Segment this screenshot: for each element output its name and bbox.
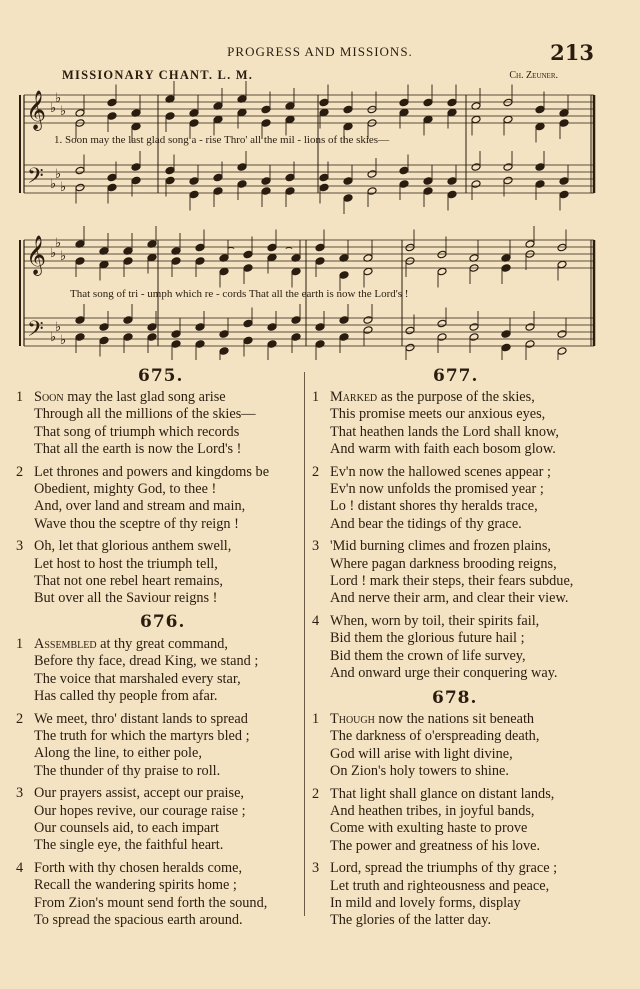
- hymn-675-text: [16, 389, 269, 608]
- note-head: [399, 98, 409, 107]
- verse-line: God will arise with light divine,: [330, 745, 513, 762]
- lyric-line-1: 1. Soon may the last glad song a - rise Thro' all the mil - lions of the skies—: [54, 134, 390, 146]
- flat-icon: ♭: [55, 236, 62, 251]
- verse-line: 2 Ev'n now the hallowed scenes appear ;: [312, 463, 551, 480]
- verse-line: Recall the wandering spirits home ;: [34, 877, 237, 894]
- note-head: [471, 115, 481, 124]
- tune-name: MISSIONARY CHANT. L. M.: [62, 68, 254, 82]
- verse-line: And onward urge their conquering way.: [330, 665, 558, 682]
- hymn-678-text: [312, 711, 557, 930]
- page-number: 213: [550, 40, 594, 65]
- note-head: [503, 98, 513, 107]
- note-head: [535, 122, 545, 131]
- note-head: [261, 187, 271, 196]
- note-head: [75, 333, 85, 342]
- flat-icon: ♭: [50, 330, 57, 345]
- note-head: [291, 333, 301, 342]
- note-head: [315, 257, 325, 266]
- verse-line: Bid them the glorious future hail ;: [330, 630, 525, 647]
- note-head: [437, 250, 447, 259]
- note-head: [195, 243, 205, 252]
- note-head: [525, 323, 535, 332]
- verse-line: Come with exulting haste to prove: [330, 820, 528, 837]
- note-head: [267, 323, 277, 332]
- verse-line: That not one rebel heart remains,: [34, 573, 223, 590]
- note-head: [243, 319, 253, 328]
- verse-line: Has called thy people from afar.: [34, 688, 218, 705]
- verse-line: The darkness of o'erspreading death,: [330, 728, 540, 745]
- note-head: [243, 250, 253, 259]
- note-head: [291, 267, 301, 276]
- note-head: [123, 316, 133, 325]
- verse-number: 4: [16, 859, 24, 876]
- verse-line: That all the earth is now the Lord's !: [34, 441, 242, 458]
- verse-line: 3 'Mid burning climes and frozen plains,: [312, 538, 551, 555]
- note-head: [367, 187, 377, 196]
- verse-number: 4: [312, 612, 320, 629]
- note-head: [123, 333, 133, 342]
- flat-icon: ♭: [60, 333, 67, 348]
- verse-line: 1 Assembled at thy great command,: [16, 636, 228, 652]
- verse-number: 3: [312, 538, 320, 555]
- note-head: [171, 330, 181, 339]
- verse-line: Obedient, mighty God, to thee !: [34, 481, 217, 498]
- note-head: [285, 115, 295, 124]
- note-head: [99, 336, 109, 345]
- note-head: [243, 336, 253, 345]
- composer: Ch. Zeuner.: [509, 70, 558, 81]
- verse-line: 3 Our prayers assist, accept our praise,: [16, 785, 245, 802]
- note-head: [423, 115, 433, 124]
- treble-clef-icon: 𝄞: [26, 235, 47, 275]
- note-head: [285, 173, 295, 182]
- note-head: [189, 177, 199, 186]
- verse-line: 1 Marked as the purpose of the skies,: [312, 389, 535, 405]
- treble-clef-icon: 𝄞: [26, 90, 47, 130]
- note-head: [423, 187, 433, 196]
- note-head: [267, 243, 277, 252]
- flat-icon: ♭: [55, 91, 62, 106]
- running-header: PROGRESS AND MISSIONS.: [227, 44, 413, 59]
- note-head: [503, 163, 513, 172]
- verse-line: Let host to host the triumph tell,: [34, 555, 218, 572]
- note-head: [557, 330, 567, 339]
- note-head: [343, 194, 353, 203]
- note-head: [447, 98, 457, 107]
- note-head: [339, 316, 349, 325]
- note-head: [237, 108, 247, 117]
- verse-line: That song of triumph which records: [34, 423, 240, 440]
- note-head: [291, 316, 301, 325]
- verse-line: Lord ! mark their steps, their fears subdue,: [330, 573, 574, 590]
- note-head: [219, 267, 229, 276]
- note-head: [285, 187, 295, 196]
- verse-line: The voice that marshaled every star,: [34, 670, 241, 687]
- note-head: [171, 257, 181, 266]
- verse-line: Our hopes revive, our courage raise ;: [34, 802, 246, 819]
- note-head: [399, 166, 409, 175]
- note-head: [447, 177, 457, 186]
- verse-number: 1: [312, 711, 320, 727]
- note-head: [75, 166, 85, 175]
- note-head: [75, 257, 85, 266]
- note-head: [165, 166, 175, 175]
- note-head: [557, 347, 567, 356]
- note-head: [195, 340, 205, 349]
- note-head: [261, 119, 271, 128]
- note-head: [559, 190, 569, 199]
- flat-icon: ♭: [50, 101, 57, 116]
- note-head: [501, 330, 511, 339]
- flat-icon: ♭: [60, 249, 67, 264]
- verse-line: And heathen tribes, in joyful bands,: [330, 803, 535, 820]
- verse-number: 2: [312, 785, 320, 802]
- verse-number: 1: [16, 636, 24, 652]
- verse-line: In mild and lovely forms, display: [330, 895, 521, 912]
- note-head: [237, 163, 247, 172]
- note-head: [437, 267, 447, 276]
- bass-clef-icon: 𝄢: [27, 164, 44, 194]
- verse-number: 1: [16, 389, 24, 405]
- note-head: [189, 119, 199, 128]
- note-head: [405, 343, 415, 352]
- note-head: [107, 173, 117, 182]
- note-head: [535, 163, 545, 172]
- flat-icon: ♭: [55, 167, 62, 182]
- note-head: [437, 319, 447, 328]
- verse-line: The truth for which the martyrs bled ;: [34, 728, 250, 745]
- note-head: [261, 105, 271, 114]
- note-head: [315, 243, 325, 252]
- verse-line: And warm with faith each bosom glow.: [330, 441, 556, 458]
- note-head: [557, 260, 567, 269]
- flat-icon: ♭: [50, 246, 57, 261]
- note-head: [107, 112, 117, 121]
- verse-line: 1 Soon may the last glad song arise: [16, 389, 226, 405]
- note-head: [315, 340, 325, 349]
- note-head: [147, 333, 157, 342]
- verse-line: On Zion's holy towers to shine.: [330, 763, 509, 780]
- verse-line: 3 Oh, let that glorious anthem swell,: [16, 538, 232, 555]
- note-head: [195, 323, 205, 332]
- note-head: [267, 340, 277, 349]
- fermata-icon: ⌢: [227, 240, 235, 254]
- music-score: [0, 0, 640, 360]
- note-head: [99, 260, 109, 269]
- verse-line: This promise meets our anxious eyes,: [330, 406, 546, 423]
- note-head: [363, 316, 373, 325]
- hymn-number-677: 677.: [433, 366, 479, 386]
- bass-clef-icon: 𝄢: [27, 317, 44, 347]
- note-head: [267, 253, 277, 262]
- note-head: [469, 323, 479, 332]
- flat-icon: ♭: [55, 320, 62, 335]
- note-head: [471, 180, 481, 189]
- hymn-number-675: 675.: [138, 366, 184, 386]
- verse-line: Ev'n now unfolds the promised year ;: [330, 481, 544, 498]
- note-head: [171, 340, 181, 349]
- fermata-icon: ⌢: [285, 240, 293, 254]
- note-head: [131, 122, 141, 131]
- note-head: [339, 271, 349, 280]
- note-head: [559, 119, 569, 128]
- flat-icon: ♭: [60, 104, 67, 119]
- note-head: [503, 176, 513, 185]
- note-head: [319, 108, 329, 117]
- note-head: [339, 333, 349, 342]
- note-head: [405, 243, 415, 252]
- flat-icon: ♭: [50, 177, 57, 192]
- note-head: [363, 326, 373, 335]
- verse-number: 1: [312, 389, 320, 405]
- verse-line: Before thy face, dread King, we stand ;: [34, 653, 259, 670]
- note-head: [559, 177, 569, 186]
- verse-line: 1 Though now the nations sit beneath: [312, 711, 535, 727]
- verse-number: 3: [16, 538, 24, 555]
- note-head: [399, 180, 409, 189]
- note-head: [535, 180, 545, 189]
- note-head: [189, 190, 199, 199]
- verse-line: 4 Forth with thy chosen heralds come,: [16, 859, 243, 876]
- note-head: [447, 190, 457, 199]
- verse-line: 2 We meet, thro' distant lands to spread: [16, 710, 248, 727]
- note-head: [525, 340, 535, 349]
- note-head: [319, 98, 329, 107]
- note-head: [123, 257, 133, 266]
- note-head: [237, 180, 247, 189]
- note-head: [147, 323, 157, 332]
- hymn-677-text: [312, 389, 573, 683]
- verse-line: Our counsels aid, to each impart: [34, 820, 220, 837]
- note-head: [261, 177, 271, 186]
- verse-line: Where pagan darkness brooding reigns,: [330, 555, 557, 572]
- note-head: [343, 122, 353, 131]
- verse-line: And nerve their arm, and clear their view.: [330, 590, 569, 607]
- verse-number: 2: [16, 463, 24, 480]
- verse-line: Let truth and righteousness and peace,: [330, 877, 550, 894]
- note-head: [367, 170, 377, 179]
- hymn-number-678: 678.: [432, 688, 478, 708]
- column-divider: [304, 372, 305, 916]
- verse-line: And, over land and stream and main,: [34, 498, 246, 515]
- verse-line: 2 Let thrones and powers and kingdoms be: [16, 463, 270, 480]
- hymn-number-676: 676.: [140, 612, 186, 632]
- note-head: [535, 105, 545, 114]
- note-head: [165, 176, 175, 185]
- note-head: [219, 330, 229, 339]
- note-head: [213, 173, 223, 182]
- hymn-676-text: [16, 636, 267, 930]
- note-head: [423, 177, 433, 186]
- note-head: [343, 177, 353, 186]
- verse-line: Bid them the crown of life survey,: [330, 647, 526, 664]
- note-head: [107, 98, 117, 107]
- verse-line: 4 When, worn by toil, their spirits fail,: [312, 612, 540, 629]
- verse-line: The thunder of thy praise to roll.: [34, 762, 221, 779]
- verse-line: From Zion's mount send forth the sound,: [34, 894, 268, 911]
- note-head: [213, 115, 223, 124]
- verse-line: 2 That light shall glance on distant lands,: [312, 785, 555, 802]
- note-head: [471, 163, 481, 172]
- verse-line: The glories of the latter day.: [330, 912, 492, 929]
- note-head: [99, 323, 109, 332]
- note-head: [165, 112, 175, 121]
- note-head: [107, 183, 117, 192]
- verse-line: And bear the tidings of thy grace.: [330, 515, 522, 532]
- note-head: [75, 316, 85, 325]
- note-head: [343, 105, 353, 114]
- note-head: [363, 267, 373, 276]
- verse-line: Through all the millions of the skies—: [34, 406, 256, 423]
- verse-line: Wave thou the sceptre of thy reign !: [34, 515, 239, 532]
- note-head: [447, 108, 457, 117]
- note-head: [131, 176, 141, 185]
- note-head: [423, 98, 433, 107]
- verse-number: 3: [312, 860, 320, 877]
- note-head: [501, 264, 511, 273]
- flat-icon: ♭: [60, 180, 67, 195]
- verse-line: That heathen lands the Lord shall know,: [330, 423, 559, 440]
- verse-line: Along the line, to either pole,: [34, 745, 202, 762]
- note-head: [319, 173, 329, 182]
- note-head: [243, 264, 253, 273]
- note-head: [213, 187, 223, 196]
- verse-number: 3: [16, 785, 24, 802]
- note-head: [503, 115, 513, 124]
- lyric-line-2: That song of tri - umph which re - cords That all the earth is now the Lord's !: [70, 288, 409, 300]
- note-head: [147, 253, 157, 262]
- verse-number: 2: [16, 710, 24, 727]
- note-head: [219, 347, 229, 356]
- verse-line: Lo ! distant shores thy heralds trace,: [330, 498, 538, 515]
- note-head: [75, 183, 85, 192]
- verse-line: 3 Lord, spread the triumphs of thy grace ;: [312, 860, 558, 877]
- note-head: [501, 343, 511, 352]
- verse-line: To spread the spacious earth around.: [34, 912, 243, 929]
- verse-number: 2: [312, 463, 320, 480]
- note-head: [195, 257, 205, 266]
- note-head: [315, 323, 325, 332]
- note-head: [367, 105, 377, 114]
- verse-line: The power and greatness of his love.: [330, 837, 541, 854]
- note-head: [319, 183, 329, 192]
- note-head: [405, 326, 415, 335]
- note-head: [557, 243, 567, 252]
- verse-line: The single eye, the faithful heart.: [34, 837, 224, 854]
- note-head: [469, 333, 479, 342]
- note-head: [437, 333, 447, 342]
- note-head: [399, 108, 409, 117]
- note-head: [131, 163, 141, 172]
- verse-line: But over all the Saviour reigns !: [34, 590, 218, 607]
